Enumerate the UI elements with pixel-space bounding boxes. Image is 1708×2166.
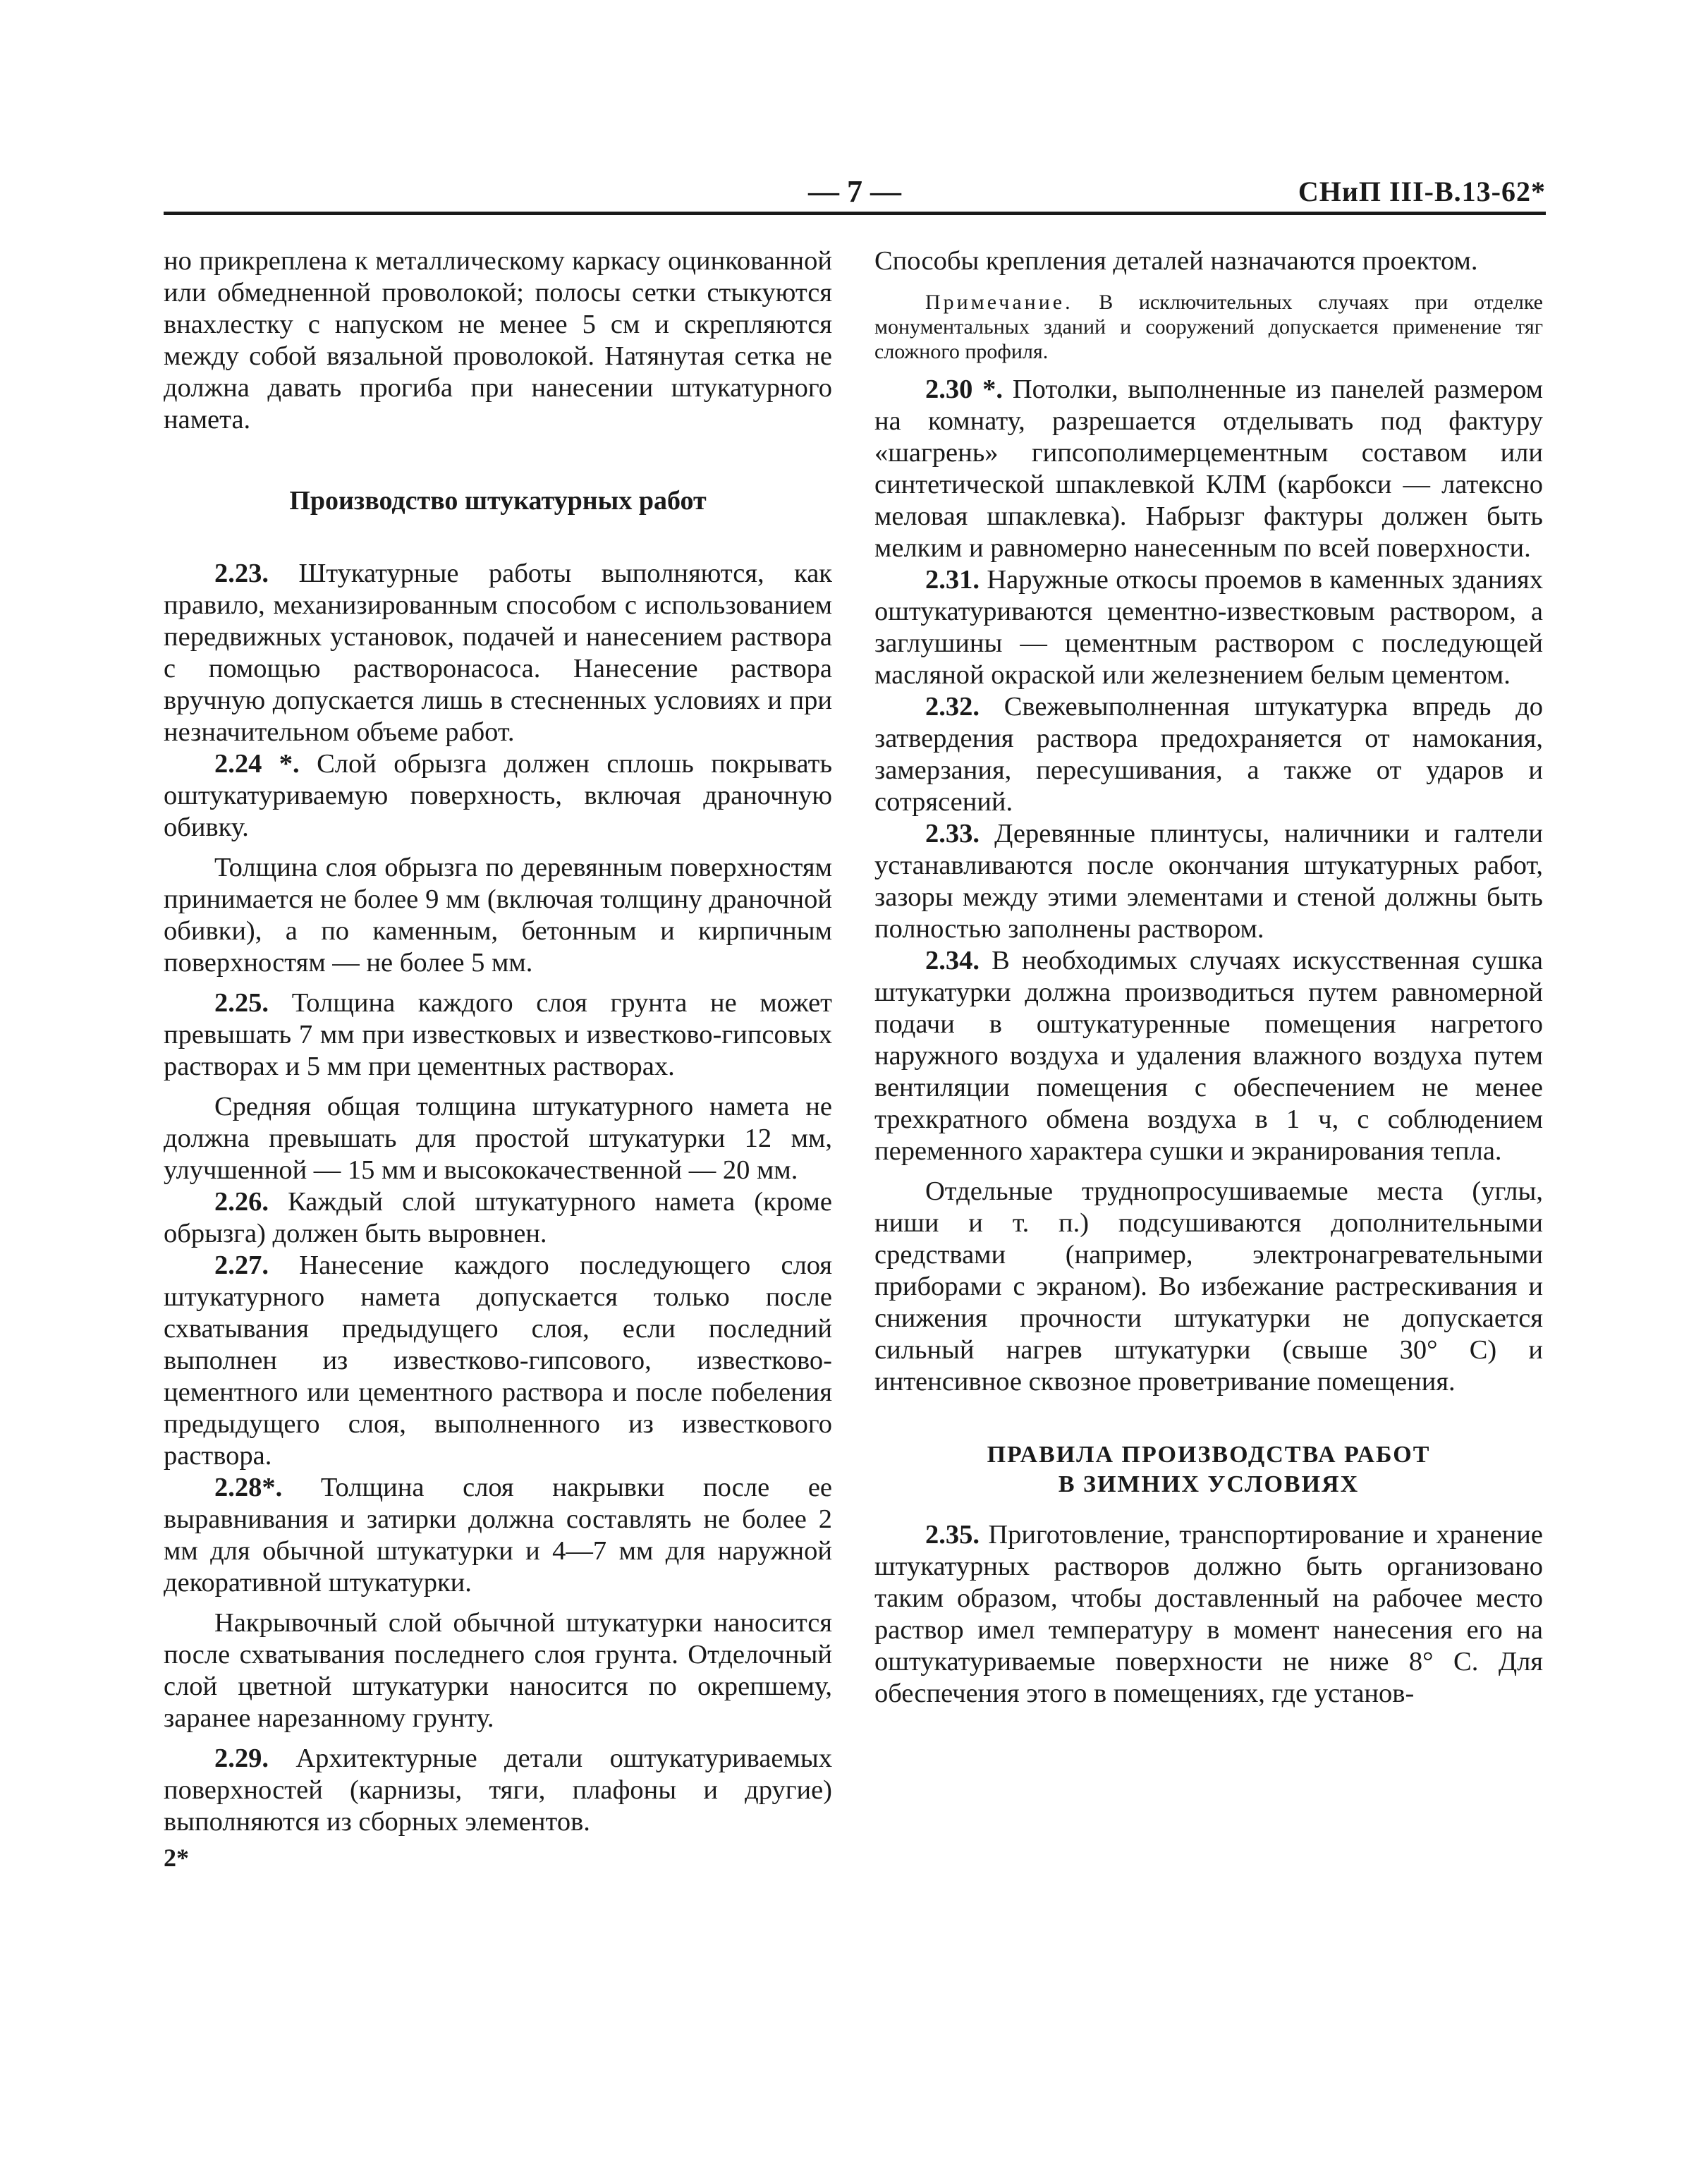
note-label: Примечание. [925, 291, 1073, 314]
clause-number-2-30: 2.30 *. [925, 375, 1004, 404]
clause-text-2-34: В необходимых случаях искусственная сушка штукатурки должна производиться путем равномерной подачи в оштукатуренные помещения нагретого наружного воздуха и удаления влажного воздуха путем вентиляции помещения с обеспечением не менее трехкратного обмена воздуха в 1 ч, с соблюдением переменного характера сушки и экранирования тепла. [874, 946, 1543, 1166]
clause-number-2-27: 2.27. [214, 1251, 269, 1280]
clause-text-2-30: Потолки, выполненные из панелей размером на комнату, разрешается отделывать под фактуру «шагрень» гипсополимерцементным составом или синтетической шпаклевкой КЛМ (карбокси — латексно меловая шпаклевка). Набрызг фактуры должен быть мелким и равномерно нанесенным по всей поверхности. [874, 375, 1543, 563]
clause-text-2-33: Деревянные плинтусы, наличники и галтели устанавливаются после окончания штукатурных работ, зазоры между этими элементами и стеной должны быть полностью заполнены раствором. [874, 819, 1544, 944]
paragraph-2-34 [874, 945, 1543, 1167]
clause-number-2-29: 2.29. [214, 1744, 269, 1773]
page-number: — 7 — [808, 174, 901, 209]
clause-text-2-35: Приготовление, транспортирование и хранение штукатурных растворов должно быть организовано таким образом, чтобы доставленный на рабочее место раствор имел температуру в момент нанесения его на оштукатуриваемые поверхности не ниже 8° С. Для обеспечения этого в помещениях, где установ- [874, 1520, 1543, 1708]
paragraph-2-25 [164, 987, 832, 1083]
clause-text-2-27: Нанесение каждого последующего слоя штукатурного намета допускается только после схватывания предыдущего слоя, если последний выполнен из известково-гипсового, известково-цементного или цементного раствора и после побеления предыдущего слоя, выполненного из известкового раствора. [164, 1251, 833, 1471]
paragraph-intro: но прикреплена к металлическому каркасу оцинкованной или обмедненной проволокой; полосы сетки стыкуются внахлестку с напуском не менее 5 см и скрепляются между собой вязальной проволокой. Натянутая сетка не должна давать прогиба при нанесении штукатурного намета. [164, 246, 832, 434]
header-rule [164, 212, 1546, 215]
clause-text-2-24: Слой обрызга должен сплошь покрывать оштукатуриваемую поверхность, включая драночную обивку. [164, 749, 833, 842]
paragraph-2-28 [164, 1472, 832, 1599]
clause-number-2-25: 2.25. [214, 988, 269, 1018]
clause-text-2-32: Свежевыполненная штукатурка впредь до затвердения раствора предохраняется от намокания, замерзания, пересушивания, а также от ударов и сотрясений. [874, 692, 1543, 817]
clause-text-2-25: Толщина каждого слоя грунта не может превышать 7 мм при известковых и известково-гипсовых растворах и 5 мм при цементных растворах. [164, 988, 832, 1081]
paragraph-2-30 [874, 374, 1543, 564]
clause-text-2-29: Архитектурные детали оштукатуриваемых поверхностей (карнизы, тяги, плафоны и другие) выполняются из сборных элементов. [164, 1744, 832, 1837]
clause-number-2-28: 2.28*. [214, 1473, 283, 1502]
paragraph-continuation: Способы крепления деталей назначаются проектом. [874, 246, 1478, 276]
clause-number-2-33: 2.33. [925, 819, 980, 848]
paragraph-2-29 [164, 1743, 832, 1838]
section-title-winter-line-1: ПРАВИЛА ПРОИЗВОДСТВА РАБОТ [987, 1442, 1431, 1468]
clause-number-2-34: 2.34. [925, 946, 980, 975]
paragraph-2-32 [874, 691, 1543, 818]
document-code: СНиП III-В.13-62* [1298, 176, 1546, 207]
clause-number-2-23: 2.23. [214, 559, 269, 588]
paragraph-2-26 [164, 1186, 832, 1250]
clause-text-2-28: Толщина слоя накрывки после ее выравнивания и затирки должна составлять не более 2 мм для обычной штукатурки и 4—7 мм для наружной декоративной штукатурки. [164, 1473, 833, 1598]
paragraph-2-31 [874, 564, 1543, 691]
section-title-winter [874, 1440, 1543, 1499]
note [874, 290, 1543, 364]
paragraph-2-24 [164, 748, 832, 844]
clause-number-2-32: 2.32. [925, 692, 980, 722]
clause-number-2-35: 2.35. [925, 1520, 980, 1550]
paragraph-2-28-continued: Накрывочный слой обычной штукатурки наносится после схватывания последнего слоя грунта. Отделочный слой цветной штукатурки наносится по окрепшему, заранее нарезанному грунту. [164, 1608, 832, 1733]
clause-number-2-26: 2.26. [214, 1187, 269, 1217]
signature-mark: 2* [164, 1844, 189, 1872]
paragraph-2-33 [874, 818, 1543, 945]
clause-number-2-31: 2.31. [925, 565, 980, 595]
clause-text-2-31: Наружные откосы проемов в каменных зданиях оштукатуриваются цементно-известковым раствором, а заглушины — цементным раствором с последующей масляной окраской или железнением белым цементом. [874, 565, 1543, 690]
section-title-winter-line-2: В ЗИМНИХ УСЛОВИЯХ [1058, 1471, 1360, 1497]
paragraph-2-24-continued: Толщина слоя обрызга по деревянным поверхностям принимается не более 9 мм (включая толщину драночной обивки), а по каменным, бетонным и кирпичным поверхностям — не более 5 мм. [164, 853, 832, 978]
page-header [164, 166, 1546, 217]
paragraph-2-34-continued: Отдельные труднопросушиваемые места (углы, ниши и т. п.) подсушиваются дополнительными средствами (например, электронагревательными приборами с экраном). Во избежание растрескивания и снижения прочности штукатурки не допускается сильный нагрев штукатурки (свыше 30° С) и интенсивное сквозное проветривание помещения. [874, 1176, 1543, 1397]
clause-text-2-23: Штукатурные работы выполняются, как правило, механизированным способом с использованием передвижных установок, подачей и нанесением раствора с помощью растворонасоса. Нанесение раствора вручную допускается лишь в стесненных условиях и при незначительном объеме работ. [164, 559, 832, 747]
paragraph-2-25-continued: Средняя общая толщина штукатурного намета не должна превышать для простой штукатурки 12 мм, улучшенной — 15 мм и высококачественной — 20 мм. [164, 1092, 832, 1185]
paragraph-2-23 [164, 558, 832, 748]
note-text: В исключительных случаях при отделке монументальных зданий и сооружений допускается применение тяг сложного профиля. [874, 291, 1543, 363]
paragraph-2-35 [874, 1519, 1543, 1710]
section-title-plastering: Производство штукатурных работ [289, 486, 707, 516]
right-column [874, 245, 1543, 1710]
clause-text-2-26: Каждый слой штукатурного намета (кроме обрызга) должен быть выровнен. [164, 1187, 832, 1248]
left-column [164, 245, 832, 1874]
clause-number-2-24: 2.24 *. [214, 749, 300, 779]
paragraph-2-27 [164, 1250, 832, 1472]
